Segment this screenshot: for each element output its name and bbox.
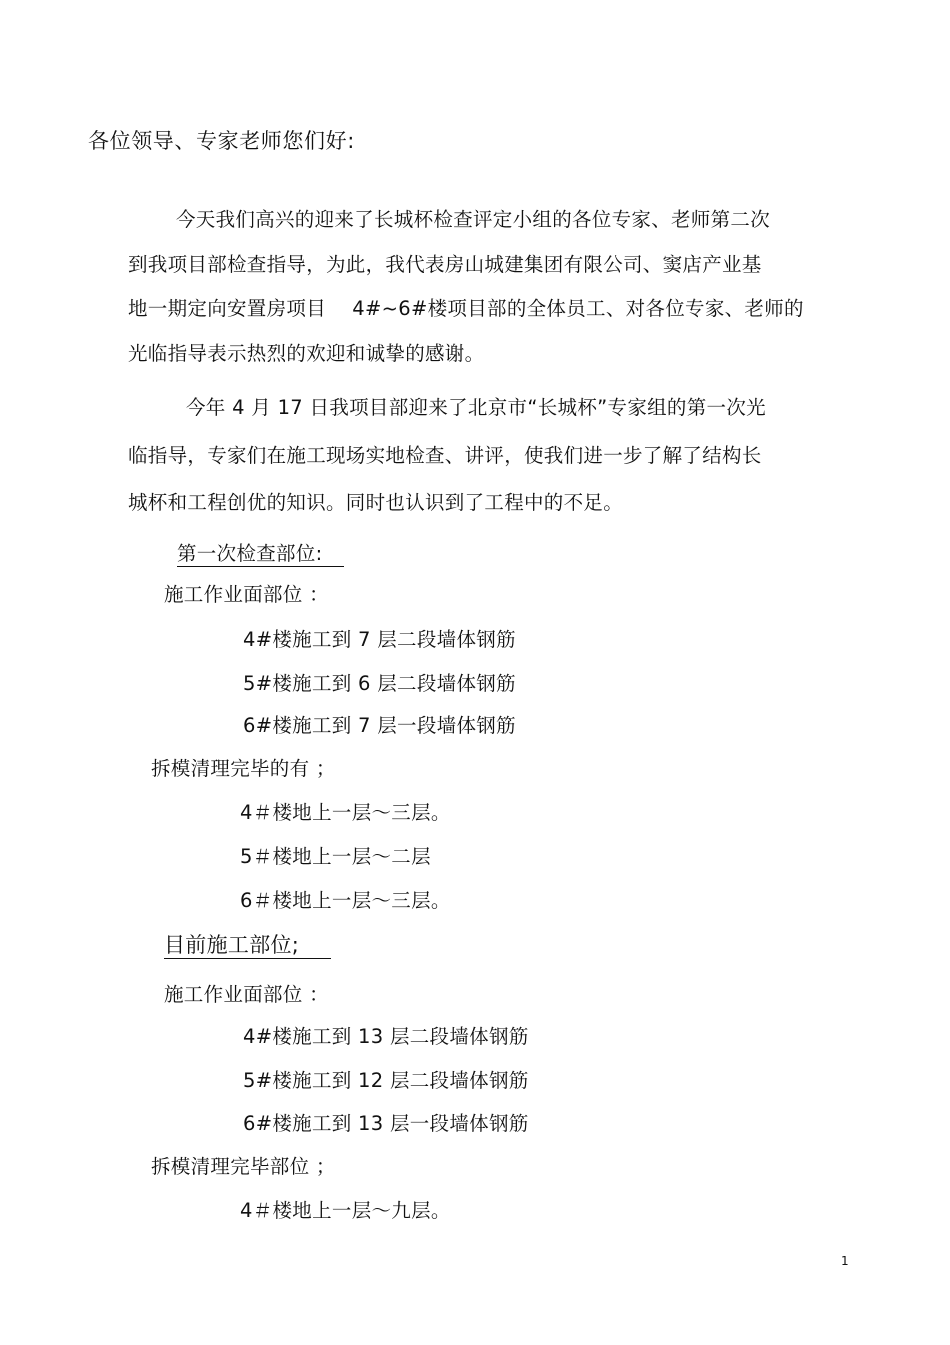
paragraph-line: 今年 4 月 17 日我项目部迎来了北京市“长城杯”专家组的第一次光	[186, 396, 766, 419]
work-face-item: 4#楼施工到 13 层二段墙体钢筋	[243, 1025, 529, 1048]
paragraph-line: 今天我们高兴的迎来了长城杯检查评定小组的各位专家、老师第二次	[176, 208, 771, 231]
section-heading-text: 第一次检查部位:	[177, 542, 344, 567]
formwork-item: 4＃楼地上一层～九层。	[240, 1199, 451, 1222]
work-face-item: 6#楼施工到 13 层一段墙体钢筋	[243, 1112, 529, 1135]
page-number: 1	[841, 1254, 849, 1268]
formwork-item: 5＃楼地上一层～二层	[240, 845, 431, 868]
formwork-item: 6＃楼地上一层～三层。	[240, 889, 451, 912]
greeting: 各位领导、专家老师您们好:	[88, 129, 355, 153]
work-face-item: 5#楼施工到 6 层二段墙体钢筋	[243, 672, 516, 695]
work-face-item: 4#楼施工到 7 层二段墙体钢筋	[243, 628, 516, 651]
formwork-item: 4＃楼地上一层～三层。	[240, 801, 451, 824]
section-heading	[177, 542, 344, 566]
formwork-label: 拆模清理完毕的有 ；	[151, 757, 336, 780]
work-face-item: 6#楼施工到 7 层一段墙体钢筋	[243, 714, 516, 737]
paragraph-line: 光临指导表示热烈的欢迎和诚挚的感谢。	[128, 342, 485, 365]
section-heading-text: 目前施工部位;	[164, 933, 331, 959]
section-heading	[164, 933, 331, 957]
work-face-label: 施工作业面部位 ：	[164, 583, 329, 606]
paragraph-line: 到我项目部检查指导，为此，我代表房山城建集团有限公司、窦店产业基	[128, 253, 762, 276]
formwork-label: 拆模清理完毕部位 ；	[151, 1155, 336, 1178]
paragraph-line: 临指导，专家们在施工现场实地检查、讲评，使我们进一步了解了结构长	[128, 444, 762, 467]
paragraph-line: 地一期定向安置房项目 4#~6#楼项目部的全体员工、对各位专家、老师的	[128, 297, 804, 320]
paragraph-line: 城杯和工程创优的知识。同时也认识到了工程中的不足。	[128, 491, 624, 514]
work-face-item: 5#楼施工到 12 层二段墙体钢筋	[243, 1069, 529, 1092]
work-face-label: 施工作业面部位 ：	[164, 983, 329, 1006]
